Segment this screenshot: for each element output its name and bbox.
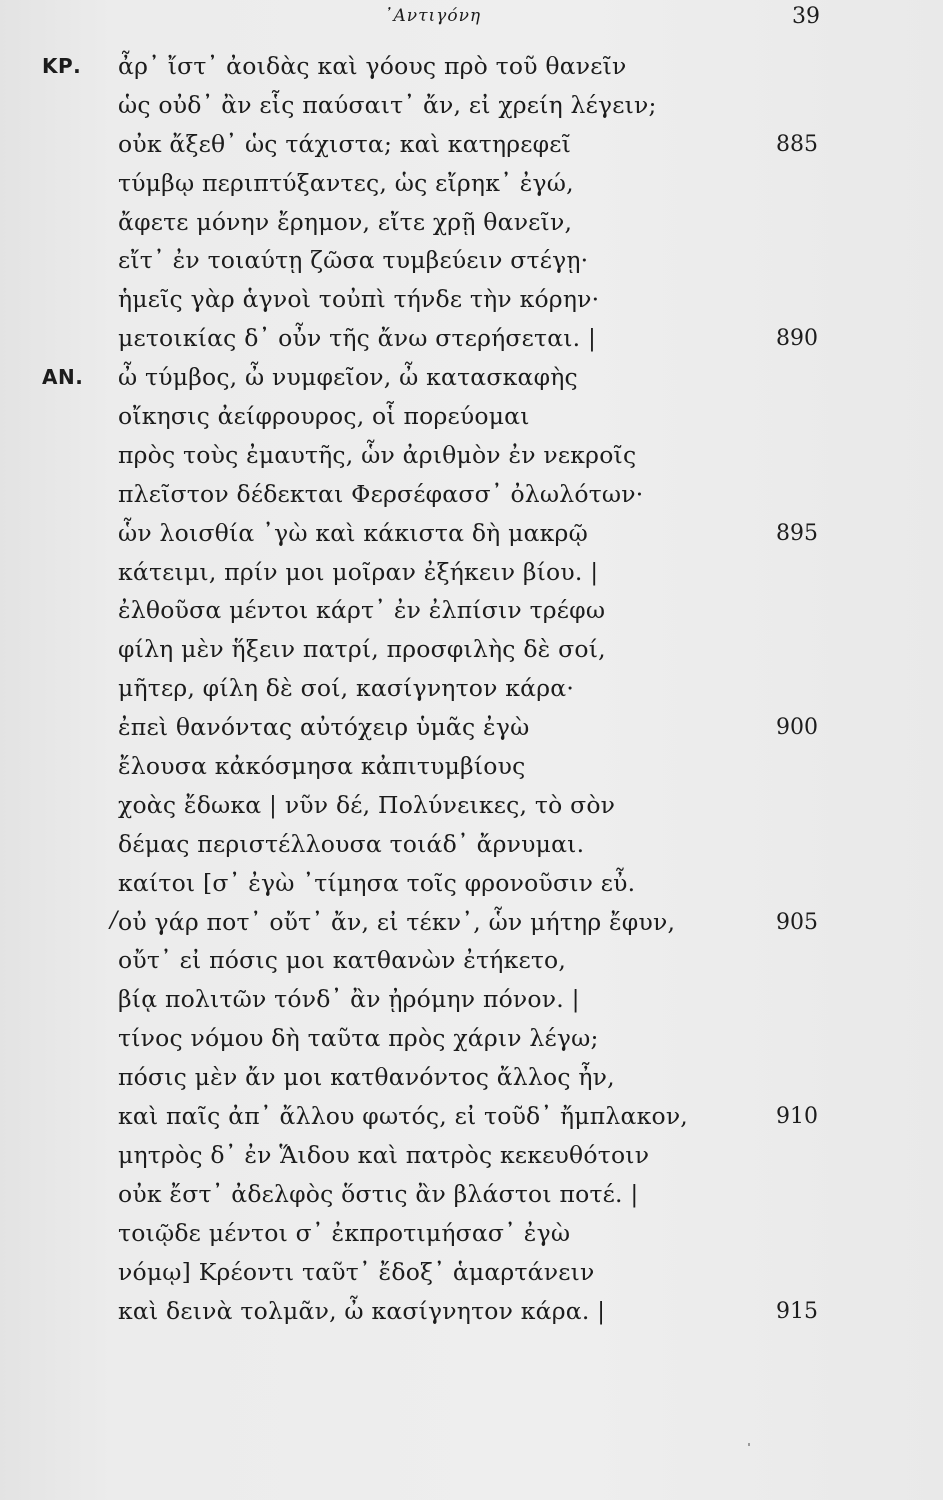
verse-line	[0, 400, 943, 439]
verse-text: μετοικίας δ᾽ οὖν τῆς ἄνω στερήσεται. |	[118, 324, 597, 353]
verse-text: δέμας περιστέλλουσα τοιάδ᾽ ἄρνυμαι.	[118, 829, 585, 858]
verse-text: ἐπεὶ θανόντας αὐτόχειρ ὑμᾶς ἐγὼ	[118, 713, 530, 742]
verse-text: οὐ γάρ ποτ᾽ οὔτ᾽ ἄν, εἰ τέκν᾽, ὧν μήτηρ ἔφυν,	[118, 907, 676, 936]
verse-line	[0, 867, 943, 906]
verse-line	[0, 167, 943, 206]
verse-line	[0, 128, 943, 167]
verse-line	[0, 517, 943, 556]
verse-line	[0, 711, 943, 750]
verse-text: ὡς οὐδ᾽ ἂν εἷς παύσαιτ᾽ ἄν, εἰ χρείη λέγειν;	[118, 90, 657, 119]
verse-line	[0, 556, 943, 595]
verse-text: τίνος νόμου δὴ ταῦτα πρὸς χάριν λέγω;	[118, 1024, 599, 1053]
verse-text: κάτειμι, πρίν μοι μοῖραν ἐξήκειν βίου. |	[118, 557, 599, 586]
verse-line	[0, 50, 943, 89]
verse-text: οὔτ᾽ εἰ πόσις μοι κατθανὼν ἐτήκετο,	[118, 946, 567, 975]
verse-text: μῆτερ, φίλη δὲ σοί, κασίγνητον κάρα·	[118, 674, 575, 703]
verse-text: καὶ δεινὰ τολμᾶν, ὦ κασίγνητον κάρα. |	[118, 1296, 606, 1325]
verse-text: χοὰς ἔδωκα | νῦν δέ, Πολύνεικες, τὸ σὸν	[118, 790, 616, 819]
verse-text: πρὸς τοὺς ἐμαυτῆς, ὧν ἀριθμὸν ἐν νεκροῖς	[118, 440, 637, 469]
page-number: 39	[792, 4, 820, 29]
verse-line	[0, 906, 943, 945]
verse-line	[0, 1178, 943, 1217]
line-number: 885	[776, 131, 818, 157]
verse-text: ὦ τύμβος, ὦ νυμφεῖον, ὦ κατασκαφὴς	[118, 363, 578, 392]
verse-text: νόμῳ] Κρέοντι ταῦτ᾽ ἔδοξ᾽ ἁμαρτάνειν	[118, 1257, 595, 1286]
verse-text: οὐκ ἄξεθ᾽ ὡς τάχιστα; καὶ κατηρεφεῖ	[118, 129, 572, 158]
verse-text: ἆρ᾽ ἴστ᾽ ἀοιδὰς καὶ γόους πρὸ τοῦ θανεῖν	[118, 52, 627, 80]
verse-text: φίλη μὲν ἥξειν πατρί, προσφιλὴς δὲ σοί,	[118, 635, 606, 664]
paper-speck	[748, 1443, 750, 1446]
verse-text: καίτοι [σ᾽ ἐγὼ ᾽τίμησα τοῖς φρονοῦσιν εὖ.	[118, 868, 636, 897]
verse-line	[0, 1100, 943, 1139]
verse-text: ὧν λοισθία ᾽γὼ καὶ κάκιστα δὴ μακρῷ	[118, 518, 588, 547]
verse-line	[0, 283, 943, 322]
line-number: 895	[776, 520, 818, 546]
verse-text: ἄφετε μόνην ἔρημον, εἴτε χρῇ θανεῖν,	[118, 207, 573, 236]
line-number: 915	[776, 1298, 818, 1324]
verse-line	[0, 1217, 943, 1256]
verse-text: οὐκ ἔστ᾽ ἀδελφὸς ὅστις ἂν βλάστοι ποτέ. |	[118, 1179, 639, 1208]
line-number: 900	[776, 715, 818, 741]
verse-text: τύμβῳ περιπτύξαντες, ὡς εἴρηκ᾽ ἐγώ,	[118, 168, 574, 197]
verse-line	[0, 633, 943, 672]
verse-line	[0, 750, 943, 789]
verse-line	[0, 594, 943, 633]
verse-lines	[0, 50, 943, 1333]
verse-line	[0, 89, 943, 128]
verse-text: ἡμεῖς γὰρ ἁγνοὶ τοὐπὶ τήνδε τὴν κόρην·	[118, 285, 600, 314]
running-head	[0, 4, 943, 34]
verse-line	[0, 983, 943, 1022]
verse-line	[0, 672, 943, 711]
verse-line	[0, 1139, 943, 1178]
verse-text: εἴτ᾽ ἐν τοιαύτῃ ζῶσα τυμβεύειν στέγῃ·	[118, 246, 589, 275]
verse-line	[0, 828, 943, 867]
verse-line	[0, 478, 943, 517]
verse-line	[0, 1061, 943, 1100]
line-number: 890	[776, 326, 818, 352]
verse-text: πόσις μὲν ἄν μοι κατθανόντος ἄλλος ἦν,	[118, 1063, 615, 1092]
line-number: 905	[776, 909, 818, 935]
verse-text: βίᾳ πολιτῶν τόνδ᾽ ἂν ᾐρόμην πόνον. |	[118, 985, 580, 1014]
verse-text: καὶ παῖς ἀπ᾽ ἄλλου φωτός, εἰ τοῦδ᾽ ἤμπλακον,	[118, 1102, 688, 1131]
speaker-label: ΑΝ.	[42, 365, 84, 390]
verse-line	[0, 244, 943, 283]
verse-text: ἔλουσα κἀκόσμησα κἀπιτυμβίους	[118, 752, 526, 781]
speaker-label: ΚΡ.	[42, 54, 82, 78]
verse-text: τοιῷδε μέντοι σ᾽ ἐκπροτιμήσασ᾽ ἐγὼ	[118, 1218, 571, 1247]
verse-line	[0, 1295, 943, 1334]
margin-mark: /	[110, 907, 118, 933]
verse-line	[0, 206, 943, 245]
verse-line	[0, 789, 943, 828]
verse-text: πλεῖστον δέδεκται Φερσέφασσ᾽ ὀλωλότων·	[118, 479, 644, 508]
verse-text: μητρὸς δ᾽ ἐν Ἅιδου καὶ πατρὸς κεκευθότοιν	[118, 1140, 650, 1169]
running-title: ᾿Αντιγόνη	[384, 6, 482, 26]
verse-line	[0, 322, 943, 361]
verse-text: οἴκησις ἀείφρουρος, οἷ πορεύομαι	[118, 402, 530, 431]
verse-text: ἐλθοῦσα μέντοι κάρτ᾽ ἐν ἐλπίσιν τρέφω	[118, 596, 606, 625]
verse-line	[0, 1022, 943, 1061]
verse-line	[0, 439, 943, 478]
verse-line	[0, 1256, 943, 1295]
verse-line	[0, 361, 943, 400]
verse-line	[0, 944, 943, 983]
line-number: 910	[776, 1104, 818, 1130]
